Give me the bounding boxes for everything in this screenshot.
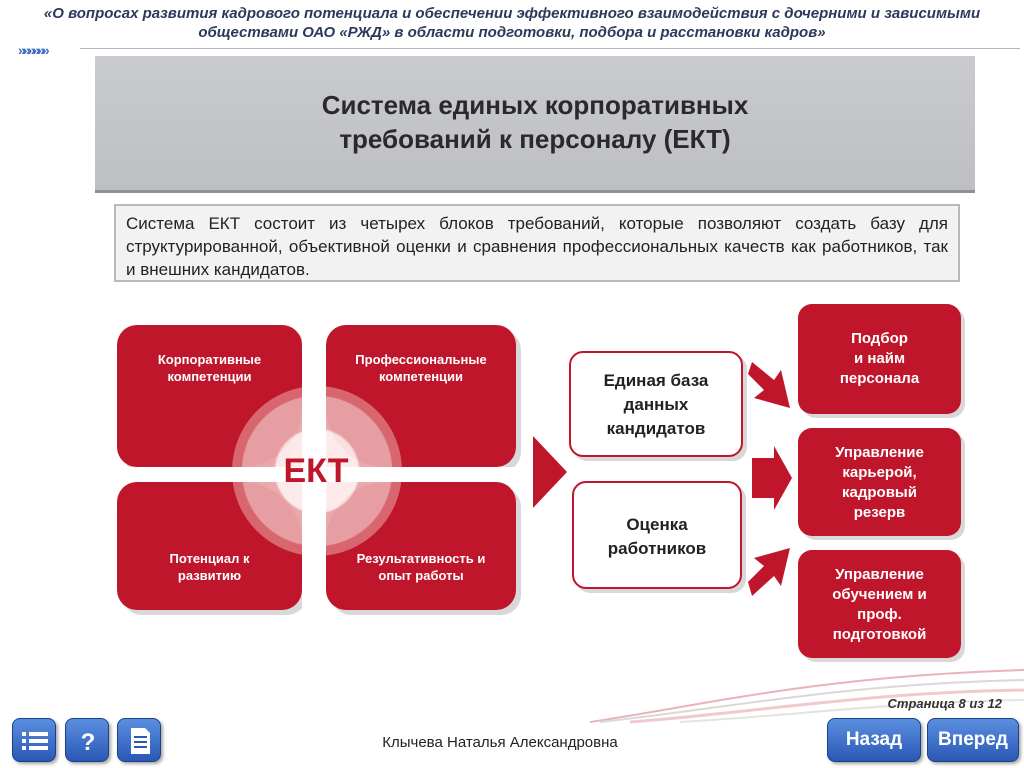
- box-label-line: карьерой,: [842, 464, 917, 481]
- quadrant-label-line: компетенции: [378, 369, 464, 384]
- svg-text:?: ?: [80, 729, 96, 756]
- box-label: [798, 565, 961, 645]
- quadrant-label: [125, 351, 294, 385]
- quadrant-label-line: Потенциал к: [169, 551, 250, 566]
- quadrant-label: [334, 550, 508, 584]
- box-label-line: Единая база: [603, 371, 709, 390]
- arrow-right-icon: [752, 446, 792, 510]
- box-label: [798, 329, 961, 389]
- box-label-line: Управление: [835, 566, 924, 583]
- slide-title-line-1: Система единых корпоративных: [321, 90, 749, 120]
- author-name: Клычева Наталья Александровна: [382, 734, 618, 751]
- page-indicator: Страница 8 из 12: [887, 696, 1002, 711]
- box-label-line: кандидатов: [606, 419, 706, 438]
- unified-candidate-database-box: [569, 351, 743, 457]
- description-text: Система ЕКТ состоит из четырех блоков требований, которые позволяют создать базу для структурированной, объективной оценки и сравнения профессиональных качеств как работников, так и внешних кандидатов.: [126, 214, 948, 279]
- box-label: [571, 369, 741, 441]
- quadrant-label-line: развитию: [177, 568, 242, 583]
- box-label-line: данных: [623, 395, 689, 414]
- quadrant-label-line: компетенции: [167, 369, 252, 384]
- header-divider: [80, 48, 1020, 49]
- recruitment-hiring-box: [798, 304, 961, 414]
- box-label-line: персонала: [839, 370, 920, 387]
- box-label-line: обучением и: [832, 586, 927, 603]
- career-management-box: [798, 428, 961, 536]
- description-box: [114, 204, 960, 282]
- arrow-right-icon: [533, 436, 567, 508]
- box-label-line: и найм: [853, 350, 906, 367]
- training-management-box: [798, 550, 961, 658]
- quadrant-label-line: Корпоративные: [157, 352, 262, 367]
- box-label-line: работников: [607, 539, 707, 558]
- box-label-line: Управление: [835, 444, 924, 461]
- box-label: [574, 513, 740, 561]
- box-label-line: кадровый: [842, 484, 917, 501]
- employee-assessment-box: [572, 481, 742, 589]
- ekt-center-label: ЕКТ: [283, 452, 349, 490]
- header-line-1: «О вопросах развития кадрового потенциала и обеспечении эффективного взаимодействия с дочерними и зависимыми: [43, 5, 981, 22]
- arrow-up-right-icon: [748, 362, 790, 408]
- slide-title: [95, 88, 975, 156]
- header-arrows-icon: »»»»»»: [18, 42, 47, 58]
- quadrant-label-line: Результативность и: [356, 551, 486, 566]
- arrow-down-right-icon: [748, 548, 790, 596]
- quadrant-label: [334, 351, 508, 385]
- presentation-header: [20, 4, 1004, 42]
- box-label-line: Оценка: [626, 515, 688, 534]
- title-banner: [95, 56, 975, 193]
- forward-button[interactable]: Вперед: [927, 718, 1019, 762]
- slide-title-line-2: требований к персоналу (ЕКТ): [339, 124, 731, 154]
- box-label-line: подготовкой: [832, 626, 927, 643]
- quadrant-label-line: Профессиональные: [355, 352, 487, 367]
- header-line-2: обществами ОАО «РЖД» в области подготовки, подбора и расстановки кадров»: [198, 24, 826, 41]
- box-label-line: Подбор: [851, 330, 908, 347]
- quadrant-label-line: опыт работы: [378, 568, 464, 583]
- box-label: [798, 443, 961, 523]
- quadrant-label: [125, 550, 294, 584]
- back-button[interactable]: Назад: [827, 718, 921, 762]
- box-label-line: резерв: [853, 504, 906, 521]
- connector-arrows: [748, 350, 794, 610]
- decorative-rail-lines: [590, 664, 1024, 724]
- box-label-line: проф.: [857, 606, 902, 623]
